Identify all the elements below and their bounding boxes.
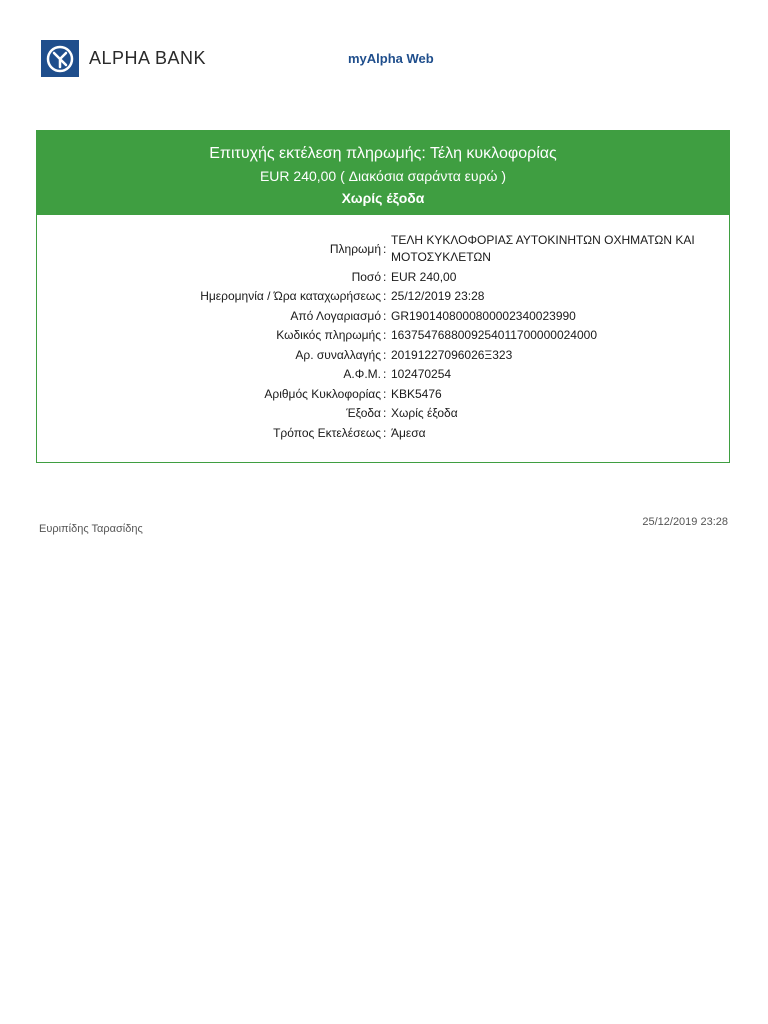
site-name: myAlpha Web [348, 51, 434, 66]
detail-row-tax-id: Α.Φ.Μ. : 102470254 [37, 366, 729, 383]
detail-value: ΚΒΚ5476 [391, 386, 442, 401]
detail-row-execution-method: Τρόπος Εκτελέσεως : Άμεσα [37, 425, 729, 442]
detail-row-plate-number: Αριθμός Κυκλοφορίας : ΚΒΚ5476 [37, 386, 729, 403]
detail-value: 25/12/2019 23:28 [391, 289, 485, 303]
detail-label: Ποσό [351, 269, 381, 284]
detail-row-datetime: Ημερομηνία / Ώρα καταχωρήσεως : 25/12/2019 23:28 [37, 288, 729, 305]
detail-row-account: Από Λογαριασμό : GR1901408000800002340023990 [37, 308, 729, 325]
logo-text: ALPHA BANK [89, 48, 207, 68]
print-timestamp: 25/12/2019 23:28 [642, 516, 728, 528]
detail-value: 102470254 [391, 367, 452, 381]
detail-label: Έξοδα [346, 406, 381, 420]
confirmation-header [37, 131, 729, 215]
detail-row-fees: Έξοδα : Χωρίς έξοδα [37, 405, 729, 422]
detail-value: ΤΕΛΗ ΚΥΚΛΟΦΟΡΙΑΣ ΑΥΤΟΚΙΝΗΤΩΝ ΟΧΗΜΑΤΩΝ ΚΑΙ ΜΟΤΟΣΥΚΛΕΤΩΝ [391, 233, 695, 264]
detail-label: Από Λογαριασμό [290, 308, 381, 323]
detail-row-amount: Ποσό : EUR 240,00 [37, 269, 729, 286]
detail-value: 20191227096026Ξ323 [391, 347, 513, 362]
details-list [37, 232, 729, 444]
confirmation-amount: EUR 240,00 ( Διακόσια σαράντα ευρώ ) [259, 168, 507, 184]
detail-label: Κωδικός πληρωμής [276, 328, 381, 342]
detail-label: Α.Φ.Μ. [343, 367, 381, 381]
detail-row-payment-code: Κωδικός πληρωμής : 1637547688009254011700000024000 [37, 327, 729, 344]
detail-label: Ημερομηνία / Ώρα καταχωρήσεως [200, 289, 381, 303]
confirmation-title: Επιτυχής εκτέλεση πληρωμής: Τέλη κυκλοφορίας [209, 145, 557, 162]
detail-row-payment: Πληρωμή : ΤΕΛΗ ΚΥΚΛΟΦΟΡΙΑΣ ΑΥΤΟΚΙΝΗΤΩΝ ΟΧΗΜΑΤΩΝ ΚΑΙ ΜΟΤΟΣΥΚΛΕΤΩΝ [37, 232, 729, 266]
detail-value: EUR 240,00 [391, 269, 457, 284]
detail-label: Αρ. συναλλαγής [295, 347, 381, 362]
detail-value: Χωρίς έξοδα [391, 406, 458, 420]
alpha-bank-logo [41, 40, 206, 77]
detail-value: GR1901408000800002340023990 [391, 308, 576, 323]
payment-confirmation-card [36, 130, 730, 463]
detail-value: Άμεσα [391, 425, 426, 440]
detail-value: 1637547688009254011700000024000 [391, 328, 597, 342]
detail-label: Τρόπος Εκτελέσεως [273, 425, 381, 440]
user-name: Ευριπίδης Ταρασίδης [39, 523, 143, 535]
detail-label: Πληρωμή [329, 241, 381, 256]
detail-label: Αριθμός Κυκλοφορίας [264, 386, 381, 401]
detail-row-transaction-number: Αρ. συναλλαγής : 20191227096026Ξ323 [37, 347, 729, 364]
confirmation-fees: Χωρίς έξοδα [341, 190, 425, 206]
alpha-bank-logo-icon [41, 40, 79, 77]
